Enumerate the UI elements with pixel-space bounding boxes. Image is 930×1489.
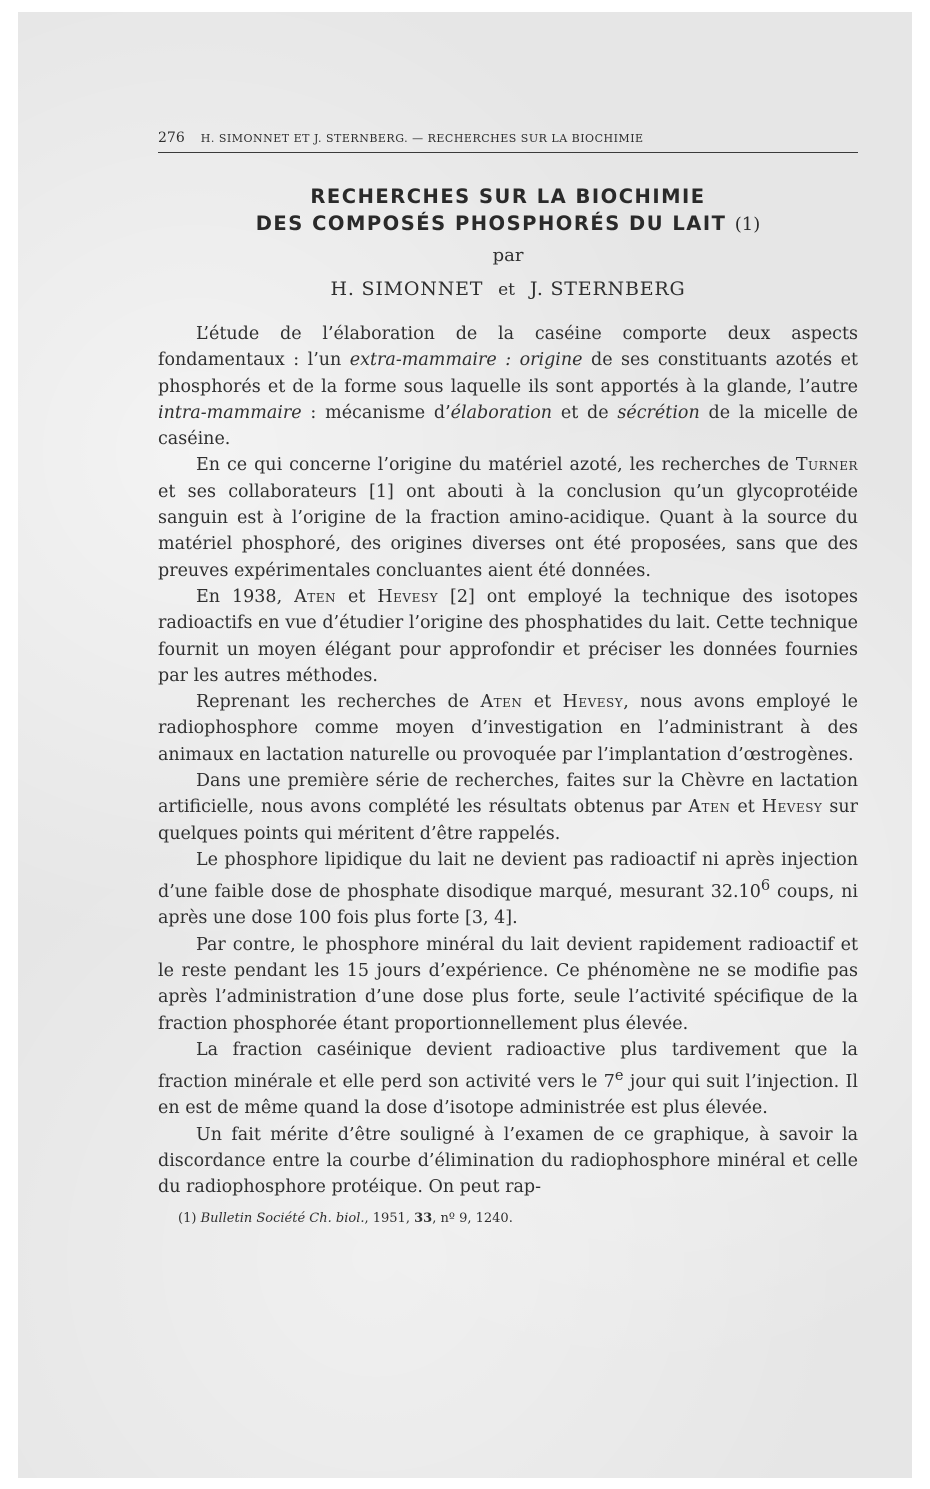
- paragraph-9: Un fait mérite d’être souligné à l’examen de ce graphique, à savoir la discordance entre la courbe d’élimination du radiophosphore minéral et celle du radiophosphore protéique. On peut rap-: [158, 1124, 858, 1198]
- p3-text-a: En 1938,: [196, 586, 295, 607]
- p5-text-c: sur quelques points qui méritent d’être rappelés.: [158, 797, 858, 844]
- footnote-marker: (1): [178, 1211, 197, 1227]
- p8-superscript: e: [614, 1067, 624, 1085]
- page-content: [158, 130, 858, 1228]
- title-line-2-text: DES COMPOSÉS PHOSPHORÉS DU LAIT: [255, 212, 727, 235]
- p1-text-a: L’étude de l’élaboration de la caséine comporte deux aspects fondamentaux : l’un: [158, 324, 858, 371]
- author-name-turner: Turner: [795, 455, 858, 476]
- author-name-aten: Aten: [294, 586, 337, 607]
- scanned-page: [18, 12, 912, 1478]
- article-title: [158, 183, 858, 238]
- p1-italic-elaboration: élaboration: [450, 402, 553, 423]
- p5-text-b: et: [730, 797, 762, 818]
- p6-exponent: 6: [760, 877, 771, 895]
- footnote-rest: , nº 9, 1240.: [432, 1211, 513, 1227]
- p4-text-c: , nous avons employé le radiophosphore comme moyen d’investigation en l’administrant à des animaux en lactation naturelle ou provoquée par l’implantation d’œstrogènes.: [158, 692, 858, 765]
- author-name-aten: Aten: [480, 692, 523, 713]
- p4-text-a: Reprenant les recherches de: [196, 692, 481, 713]
- article-body: [158, 321, 858, 1200]
- author-name-hevesy: Hevesy: [377, 586, 438, 607]
- authors-line: [158, 276, 858, 303]
- p1-italic-intra-mammaire: intra-mammaire: [158, 402, 302, 423]
- p2-text-b: et ses collaborateurs [1] ont abouti à la conclusion qu’un glycoprotéide sanguin est à l’origine de la fraction amino-acidique. Quant à la source du matériel phosphoré, des origines diverses ont été proposées, sans que des preuves expérimentales concluantes aient été données.: [158, 481, 858, 581]
- p6-text-b: coups, ni après une dose 100 fois plus forte [3, 4].: [158, 882, 858, 929]
- p6-text-a: Le phosphore lipidique du lait ne devient pas radioactif ni après injection d’une faible dose de phosphate disodique marqué, mesurant 32.10: [158, 849, 858, 903]
- p3-text-b: et: [336, 586, 378, 607]
- title-footnote-ref: (1): [734, 214, 761, 235]
- p1-italic-extra-mammaire: extra-mammaire : origine: [349, 350, 583, 371]
- paragraph-4: [158, 689, 858, 768]
- author-sternberg: J. STERNBERG: [529, 278, 686, 300]
- paragraph-7: Par contre, le phosphore minéral du lait devient rapidement radioactif et le reste pendant les 15 jours d’expérience. Ce phénomène ne se modifie pas après l’administration d’une dose plus forte, seule l’activité spécifique de la fraction phosphorée étant proportionnellement plus élevée.: [158, 934, 858, 1034]
- p1-text-e: : mécanisme d’: [301, 402, 451, 423]
- p4-text-b: et: [522, 692, 563, 713]
- p5-text-a: Dans une première série de recherches, faites sur la Chèvre en lactation artificielle, nous avons complété les résultats obtenus par: [158, 771, 858, 818]
- author-name-hevesy: Hevesy: [562, 692, 624, 713]
- p1-text-c: de ses constituants azotés et phosphorés et de la forme sous laquelle ils sont apportés à la glande, l’autre: [158, 350, 858, 397]
- title-line-1: RECHERCHES SUR LA BIOCHIMIE: [310, 185, 706, 208]
- author-name-aten: Aten: [688, 797, 731, 818]
- footnote-year: , 1951,: [364, 1211, 415, 1227]
- byline-par: par: [492, 245, 524, 266]
- author-conjunction: et: [498, 280, 516, 300]
- running-title: H. SIMONNET ET J. STERNBERG. — RECHERCHES SUR LA BIOCHIMIE: [200, 132, 644, 145]
- p3-text-c: [2] ont employé la technique des isotopes radioactifs en vue d’étudier l’origine des phosphatides du lait. Cette technique fournit un moyen élégant pour approfondir et préciser les données fournies par les autres méthodes.: [158, 586, 859, 686]
- p2-text-a: En ce qui concerne l’origine du matériel azoté, les recherches de: [196, 455, 796, 476]
- author-name-hevesy: Hevesy: [761, 797, 823, 818]
- page-number: 276: [158, 130, 185, 146]
- p8-text-b: jour qui suit l’injection. Il en est de même quand la dose d’isotope administrée est plus élevée.: [158, 1071, 858, 1119]
- running-header: [158, 130, 858, 153]
- paragraph-8: [158, 1037, 858, 1122]
- paragraph-5: [158, 768, 858, 847]
- p1-text-i: de la micelle de caséine.: [158, 402, 858, 450]
- author-simonnet: H. SIMONNET: [330, 278, 484, 300]
- p8-text-a: La fraction caséinique devient radioactive plus tardivement que la fraction minérale et elle perd son activité vers le 7: [158, 1039, 858, 1092]
- paragraph-6: [158, 847, 858, 932]
- footnote: [158, 1210, 858, 1228]
- paragraph-1: [158, 321, 858, 452]
- footnote-journal: Bulletin Société Ch. biol.: [200, 1211, 365, 1227]
- footnote-volume: 33: [414, 1211, 433, 1227]
- title-line-2: [158, 210, 858, 238]
- paragraph-3: [158, 584, 858, 689]
- p1-text-g: et de: [552, 402, 618, 423]
- p1-italic-secretion: sécrétion: [617, 402, 700, 423]
- paragraph-2: [158, 452, 858, 583]
